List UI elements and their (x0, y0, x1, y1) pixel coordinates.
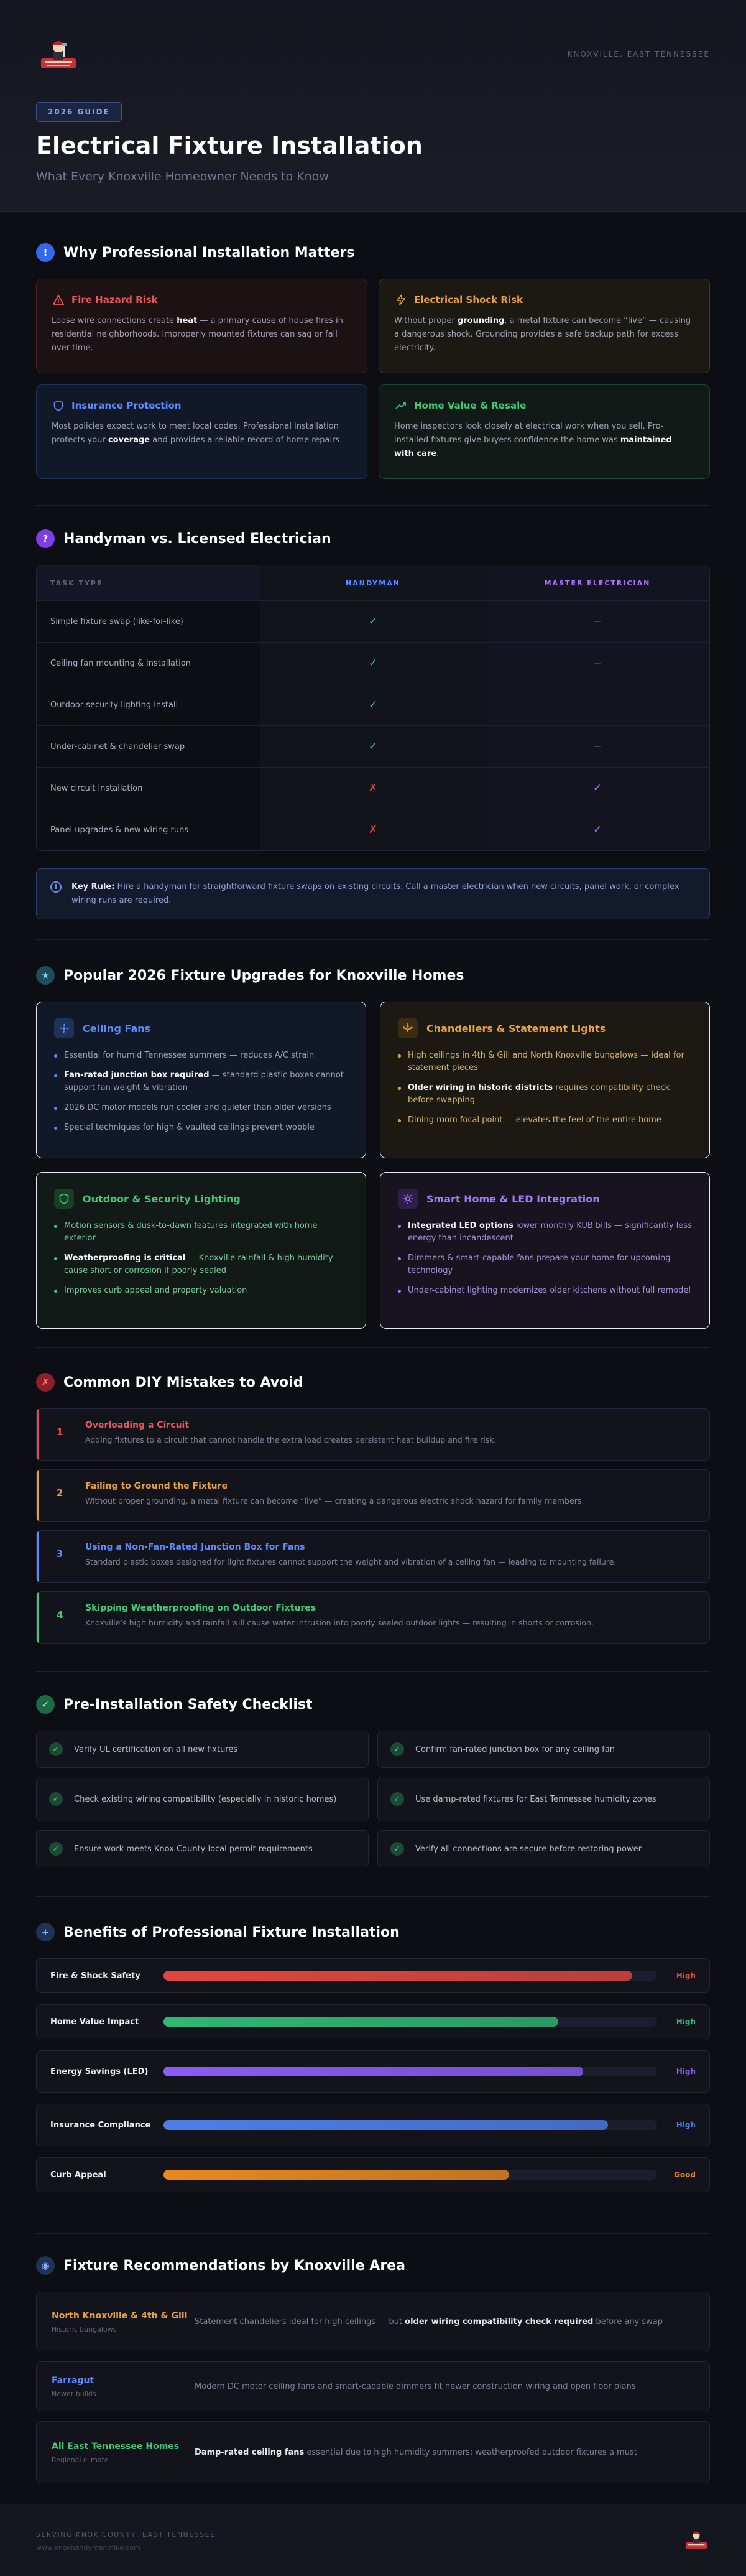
check-circle-icon: ✓ (390, 1842, 404, 1856)
task-cell: New circuit installation (50, 783, 143, 793)
benefit-row (36, 2050, 710, 2093)
card-title: Electrical Shock Risk (414, 294, 523, 305)
sun-icon (398, 1189, 418, 1209)
check-icon: ✓ (368, 740, 378, 753)
section-title: Popular 2026 Fixture Upgrades for Knoxville Homes (63, 967, 464, 983)
dash-icon: — (593, 658, 602, 668)
benefit-bar-fill (163, 1971, 632, 1981)
mistake-title: Using a Non-Fan-Rated Junction Box for Fans (85, 1542, 305, 1552)
mistake-title: Skipping Weatherproofing on Outdoor Fixtures (85, 1603, 316, 1613)
location-label: KNOXVILLE, EAST TENNESSEE (567, 50, 710, 58)
list-item: Fan-rated junction box required — standard plastic boxes cannot support fan weight & vibration (54, 1069, 348, 1094)
benefit-row (36, 2104, 710, 2146)
benefit-bar-track (163, 2067, 657, 2076)
mistake-desc: Adding fixtures to a circuit that cannot handle the extra load creates persistent heat buildup and fire risk. (85, 1435, 497, 1444)
mistake-desc: Knoxville’s high humidity and rainfall will cause water intrusion into poorly sealed outdoor lights — resulting in shorts or corrosion. (85, 1618, 594, 1627)
check-circle-icon: ✓ (390, 1792, 404, 1806)
check-icon: ✓ (368, 657, 378, 669)
question-icon: ? (36, 529, 55, 548)
table-row (37, 684, 709, 725)
checklist-item: ✓ Check existing wiring compatibility (especially in historic homes) (36, 1777, 369, 1821)
footer-service-area: SERVING KNOX COUNTY, EAST TENNESSEE (36, 2531, 216, 2539)
upgrades-heading (36, 964, 710, 987)
smart-home-card (380, 1172, 710, 1329)
benefit-label: Fire & Shock Safety (50, 1971, 140, 1981)
checklist-section (36, 1693, 710, 1867)
areas-section (36, 2254, 710, 2493)
table-row (37, 600, 709, 642)
check-circle-icon: ✓ (49, 1842, 63, 1856)
card-text: Without proper grounding, a metal fixture can become “live” — causing a dangerous shock. Grounding provides a safe backup path for excess electricity. (394, 316, 691, 353)
table-row (37, 725, 709, 767)
checklist-item: ✓ Verify all connections are secure before restoring power (377, 1830, 710, 1867)
task-cell: Simple fixture swap (like-for-like) (50, 616, 183, 626)
table-row (37, 642, 709, 684)
benefit-bar-fill (163, 2170, 509, 2180)
shock-risk-card (379, 279, 710, 373)
list-item: Weatherproofing is critical — Knoxville rainfall & high humidity cause short or corrosion if poorly sealed (54, 1252, 348, 1277)
column-header-task: TASK TYPE (50, 579, 103, 587)
trending-up-icon (394, 399, 408, 412)
benefit-bar-track (163, 2170, 657, 2180)
mistake-item (36, 1469, 710, 1522)
area-description: Statement chandeliers ideal for high ceilings — but older wiring compatibility check required before any swap (195, 2317, 663, 2327)
warning-triangle-icon (52, 293, 65, 307)
table-header-row (37, 565, 709, 600)
list-item: Older wiring in historic districts requires compatibility check before swapping (398, 1082, 692, 1107)
mistake-item (36, 1408, 710, 1461)
fan-icon (54, 1018, 74, 1038)
handyman-logo-icon (36, 36, 81, 75)
area-subtitle: Historic bungalows (52, 2325, 117, 2333)
benefit-label: Insurance Compliance (50, 2120, 151, 2130)
checklist-item: ✓ Verify UL certification on all new fixtures (36, 1731, 369, 1768)
divider (36, 1671, 710, 1672)
mistake-item (36, 1530, 710, 1583)
mistake-number: 2 (57, 1487, 63, 1499)
task-cell: Panel upgrades & new wiring runs (50, 825, 189, 835)
benefits-section (36, 1921, 710, 2203)
list-item: Integrated LED options lower monthly KUB bills — significantly less energy than incandescent (398, 1220, 692, 1245)
home-value-card (379, 384, 710, 479)
guide-badge: 2026 GUIDE (36, 102, 122, 122)
area-name: North Knoxville & 4th & Gill (52, 2311, 188, 2321)
why-section (36, 241, 710, 479)
area-row (36, 2292, 710, 2351)
star-icon: ★ (36, 966, 55, 985)
list-item: 2026 DC motor models run cooler and quieter than older versions (54, 1102, 348, 1114)
benefit-bar-fill (163, 2067, 583, 2076)
footer-website-link[interactable]: www.knoxhandymanmike.com (36, 2544, 140, 2552)
card-title: Chandeliers & Statement Lights (426, 1022, 606, 1035)
feature-list (54, 1049, 348, 1134)
mistake-number: 4 (57, 1609, 63, 1620)
benefit-bar-fill (163, 2120, 608, 2130)
card-title: Insurance Protection (71, 400, 182, 411)
check-icon: ✓ (592, 782, 602, 794)
area-description: Damp-rated ceiling fans essential due to high humidity summers; weatherproofed outdoor fixtures a must (195, 2447, 637, 2457)
area-row (36, 2421, 710, 2483)
info-circle-icon: i (50, 881, 62, 893)
benefit-level: High (676, 2017, 696, 2026)
card-title: Smart Home & LED Integration (426, 1193, 600, 1205)
mistake-desc: Without proper grounding, a metal fixture can become “live” — creating a dangerous electric shock hazard for family members. (85, 1496, 584, 1505)
benefit-bar-track (163, 2120, 657, 2130)
column-header-electrician: MASTER ELECTRICIAN (544, 579, 651, 587)
check-circle-icon: ✓ (49, 1742, 63, 1756)
list-item: Motion sensors & dusk-to-dawn features integrated with home exterior (54, 1220, 348, 1245)
card-title: Home Value & Resale (414, 400, 527, 411)
card-text: Home inspectors look closely at electrical work when you sell. Pro-installed fixtures give buyers confidence the home was maintained with care. (394, 422, 672, 458)
areas-heading (36, 2254, 710, 2277)
area-subtitle: Newer builds (52, 2390, 96, 2398)
x-mark-icon: ✗ (36, 1373, 55, 1392)
area-description: Modern DC motor ceiling fans and smart-capable dimmers fit newer construction wiring and open floor plans (195, 2381, 636, 2391)
compare-section (36, 528, 710, 919)
divider (36, 505, 710, 506)
page-subtitle: What Every Knoxville Homeowner Needs to Know (36, 170, 329, 184)
section-title: Handyman vs. Licensed Electrician (63, 531, 331, 547)
mistake-desc: Standard plastic boxes designed for light fixtures cannot support the weight and vibration of a ceiling fan — leading to mounting failure. (85, 1557, 617, 1566)
why-heading (36, 241, 710, 264)
chandeliers-card (380, 1002, 710, 1158)
list-item: Essential for humid Tennessee summers — reduces A/C strain (54, 1049, 348, 1062)
checklist-item: ✓ Ensure work meets Knox County local permit requirements (36, 1830, 369, 1867)
chandelier-icon (398, 1018, 418, 1038)
benefit-row (36, 1958, 710, 1993)
divider (36, 1347, 710, 1348)
benefits-heading (36, 1921, 710, 1943)
shield-light-icon (54, 1189, 74, 1209)
list-item: Dimmers & smart-capable fans prepare your home for upcoming technology (398, 1252, 692, 1277)
mistake-number: 1 (57, 1426, 63, 1438)
check-circle-icon: ✓ (390, 1742, 404, 1756)
compare-heading (36, 528, 710, 550)
benefit-row (36, 2157, 710, 2192)
area-name: All East Tennessee Homes (52, 2442, 180, 2452)
list-item: Under-cabinet lighting modernizes older kitchens without full remodel (398, 1285, 692, 1297)
task-cell: Under-cabinet & chandelier swap (50, 742, 185, 751)
header (0, 0, 746, 212)
info-icon: ! (36, 243, 55, 262)
lightning-bolt-icon (394, 293, 408, 307)
mistakes-heading (36, 1371, 710, 1393)
dash-icon: — (593, 742, 602, 751)
benefit-level: High (676, 1971, 696, 1980)
benefit-row (36, 2004, 710, 2039)
card-title: Outdoor & Security Lighting (83, 1193, 241, 1205)
table-row (37, 809, 709, 850)
check-icon: ✓ (592, 824, 602, 836)
card-title: Ceiling Fans (83, 1022, 151, 1035)
key-rule-note (36, 868, 710, 919)
benefit-level: High (676, 2121, 696, 2129)
mistake-title: Failing to Ground the Fixture (85, 1481, 228, 1491)
list-item: Improves curb appeal and property valuation (54, 1285, 348, 1297)
section-title: Fixture Recommendations by Knoxville Area (63, 2257, 405, 2274)
section-title: Pre-Installation Safety Checklist (63, 1696, 313, 1713)
check-icon: ✓ (368, 615, 378, 628)
divider (36, 2233, 710, 2234)
benefit-level: Good (674, 2170, 696, 2179)
check-circle-icon: ✓ (49, 1792, 63, 1806)
feature-list (398, 1049, 692, 1127)
footer (0, 2504, 746, 2576)
list-item: High ceilings in 4th & Gill and North Knoxville bungalows — ideal for statement pieces (398, 1049, 692, 1074)
area-name: Farragut (52, 2376, 94, 2386)
task-cell: Ceiling fan mounting & installation (50, 658, 191, 668)
divider (36, 939, 710, 940)
handyman-logo-icon (683, 2528, 710, 2553)
benefit-label: Home Value Impact (50, 2017, 139, 2027)
cross-icon: ✗ (368, 824, 378, 836)
benefit-bar-fill (163, 2017, 558, 2027)
task-cell: Outdoor security lighting install (50, 700, 178, 710)
feature-list (54, 1220, 348, 1297)
mistake-item (36, 1591, 710, 1644)
upgrades-section (36, 964, 710, 1329)
list-item: Dining room focal point — elevates the feel of the entire home (398, 1114, 692, 1127)
plus-icon: + (36, 1923, 55, 1941)
outdoor-lighting-card (36, 1172, 366, 1329)
checklist-item: ✓ Confirm fan-rated junction box for any ceiling fan (377, 1731, 710, 1768)
dash-icon: — (593, 616, 602, 626)
area-subtitle: Regional climate (52, 2456, 109, 2464)
insurance-card (36, 384, 367, 479)
section-title: Common DIY Mistakes to Avoid (63, 1374, 303, 1390)
fire-hazard-card (36, 279, 367, 373)
dash-icon: — (593, 700, 602, 710)
benefit-level: High (676, 2067, 696, 2076)
benefit-label: Energy Savings (LED) (50, 2067, 149, 2076)
mistakes-section (36, 1371, 710, 1652)
comparison-table (36, 565, 710, 851)
card-title: Fire Hazard Risk (71, 294, 158, 305)
area-row (36, 2361, 710, 2411)
checklist-heading (36, 1693, 710, 1716)
ceiling-fans-card (36, 1002, 366, 1158)
cross-icon: ✗ (368, 782, 378, 794)
benefit-bar-track (163, 2017, 657, 2027)
list-item: Special techniques for high & vaulted ceilings prevent wobble (54, 1122, 348, 1134)
checkmark-icon: ✓ (36, 1695, 55, 1714)
column-header-handyman: HANDYMAN (346, 579, 400, 587)
shield-icon (52, 399, 65, 412)
checklist-item: ✓ Use damp-rated fixtures for East Tennessee humidity zones (377, 1777, 710, 1821)
table-row (37, 767, 709, 809)
check-icon: ✓ (368, 699, 378, 711)
divider (36, 1896, 710, 1897)
card-text: Most policies expect work to meet local codes. Professional installation protects your coverage and provides a reliable record of home repairs. (52, 422, 343, 445)
key-rule-text: Hire a handyman for straightforward fixture swaps on existing circuits. Call a master electrician when new circuits, panel work, or complex wiring runs are required. (71, 882, 679, 905)
feature-list (398, 1220, 692, 1297)
mistake-title: Overloading a Circuit (85, 1420, 190, 1430)
card-text: Loose wire connections create heat — a primary cause of house fires in residential neighborhoods. Improperly mounted fixtures can sag or fall over time. (52, 316, 343, 353)
benefit-bar-track (163, 1971, 657, 1981)
checklist-grid (36, 1731, 710, 1867)
benefit-label: Curb Appeal (50, 2170, 106, 2180)
mistake-number: 3 (57, 1548, 63, 1560)
key-rule-label: Key Rule: (71, 882, 115, 891)
page-title: Electrical Fixture Installation (36, 132, 423, 159)
section-title: Benefits of Professional Fixture Installation (63, 1924, 400, 1940)
section-title: Why Professional Installation Matters (63, 244, 355, 261)
location-pin-icon: ◉ (36, 2256, 55, 2275)
